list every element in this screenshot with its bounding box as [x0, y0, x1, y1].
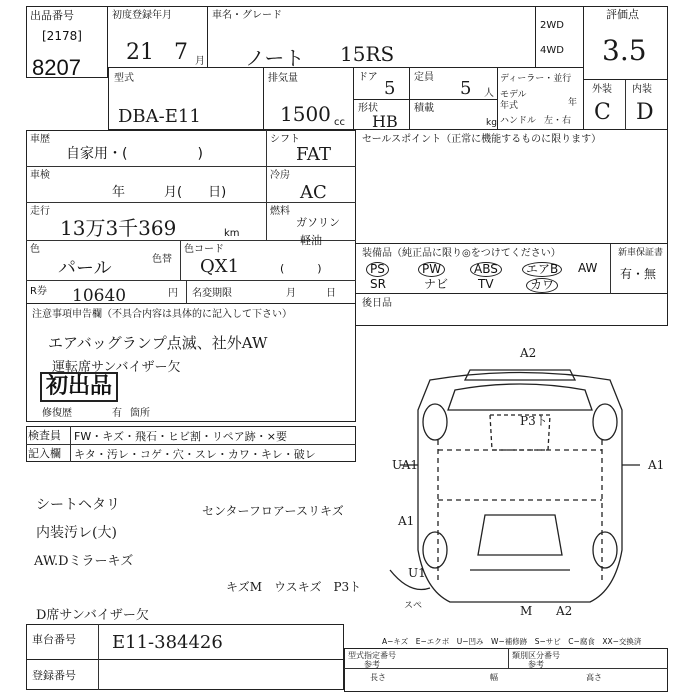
- interior-label: 内装: [632, 84, 652, 95]
- repair-label: 後日品: [362, 298, 392, 309]
- color-code-label: 色コード: [184, 244, 224, 255]
- score-value: 3.5: [602, 34, 647, 67]
- width-label: 幅: [490, 673, 498, 682]
- equip-aw: AW: [578, 261, 598, 275]
- capacity-label: 定員: [414, 72, 434, 83]
- notes-line1: エアバッグランプ点滅、社外AW: [48, 334, 268, 352]
- exterior-label: 外装: [592, 84, 612, 95]
- shape-label: 形状: [358, 103, 378, 114]
- recycle-unit: 円: [168, 288, 178, 299]
- remark-line3: AW.Dミラーキズ: [34, 554, 134, 569]
- remark-line1: シートヘタリ: [36, 497, 120, 513]
- mark-left-rear: U1: [408, 566, 426, 580]
- mark-right-front: A1: [648, 458, 665, 472]
- dealer-label: ディーラー・並行: [500, 74, 572, 84]
- name-change-value: 月 日: [286, 288, 336, 299]
- mark-rear-bumper: A2: [556, 604, 573, 618]
- height-label: 高さ: [586, 673, 602, 682]
- remark-line6: D席サンバイザー欠: [36, 608, 149, 623]
- places-label: 箇所: [130, 408, 150, 419]
- color-change-label: 色替: [152, 254, 172, 265]
- mileage-value: 13万3千369: [60, 216, 177, 240]
- mark-hood: P3ト: [520, 414, 548, 428]
- chassis-value: E11-384426: [112, 632, 223, 653]
- check-row1: FW・キズ・飛石・ヒビ割・リペア跡・×要: [74, 430, 287, 443]
- sales-title: セールスポイント（正常に機能するものに限ります）: [362, 134, 602, 145]
- name-label: 車名・グレード: [212, 10, 282, 21]
- remark-line2: 内装汚レ(大): [36, 525, 117, 541]
- exterior-grade: C: [594, 100, 611, 125]
- mileage-unit: km: [224, 228, 240, 239]
- category-label: 類別区分番号: [512, 651, 560, 660]
- load-label: 積載: [414, 103, 434, 114]
- model-number-label: 型式指定番号: [348, 651, 396, 660]
- warranty-value: 有・無: [620, 267, 657, 281]
- recycle-value: 10640: [72, 286, 127, 306]
- model-year-label: モデル年式: [500, 90, 527, 111]
- mark-rear-sub: スペ: [404, 601, 423, 611]
- shape-value: HB: [372, 112, 398, 131]
- warranty-label: 新車保証書: [618, 248, 664, 258]
- repair-history-label: 修復歴: [42, 408, 72, 419]
- car-diagram: [360, 340, 680, 640]
- fuel-label: 燃料: [270, 206, 290, 217]
- color-value: パール: [58, 258, 112, 279]
- history-value: 自家用・( ): [66, 146, 203, 162]
- equip-pw: PW: [418, 262, 445, 277]
- equip-navi: ナビ: [424, 277, 449, 291]
- mileage-label: 走行: [30, 206, 50, 217]
- month-unit: 月: [195, 56, 205, 67]
- color-label: 色: [30, 244, 40, 255]
- handle-value: 左・右: [544, 116, 572, 126]
- drive-2wd: 2WD: [540, 20, 564, 31]
- chassis-label: 車台番号: [32, 633, 76, 646]
- equip-tv: TV: [478, 277, 494, 291]
- first-reg-label: 初度登録年月: [112, 10, 172, 21]
- fuel-diesel: 軽油: [300, 234, 322, 247]
- diagram-legend: A−キズ E−エクボ U−凹み W−補修跡 S−サビ C−腐食 XX−交換済: [382, 637, 642, 646]
- recycle-label: R券: [30, 286, 47, 297]
- ac-label: 冷房: [270, 170, 290, 181]
- fuel-paren: ( ): [280, 262, 322, 275]
- shift-value: FAT: [296, 144, 331, 165]
- displacement-unit: cc: [334, 117, 345, 128]
- reg-label: 登録番号: [32, 669, 76, 682]
- displacement-value: 1500: [280, 102, 331, 126]
- lot-number: 8207: [32, 55, 81, 80]
- grade: 15RS: [340, 42, 395, 66]
- displacement-label: 排気量: [268, 73, 298, 84]
- remark-line4: センターフロアースリキズ: [202, 504, 344, 518]
- remark-line5: キズM ウスキズ P3ト: [226, 580, 362, 594]
- history-label: 車歴: [30, 134, 50, 145]
- first-sale-stamp: 初出品: [40, 372, 118, 402]
- equip-ps: PS: [366, 262, 389, 277]
- mark-front: A2: [520, 346, 537, 360]
- notes-line2: 運転席サンバイザー欠: [52, 360, 181, 375]
- inspection-value: 年 月( 日): [112, 185, 227, 200]
- length-label: 長さ: [370, 673, 386, 682]
- check-row2: キタ・汚レ・コゲ・穴・スレ・カワ・キレ・破レ: [74, 448, 316, 461]
- inspection-label: 車検: [30, 170, 50, 181]
- shift-label: シフト: [270, 134, 300, 145]
- doors-label: ドア: [358, 72, 378, 83]
- doors-value: 5: [384, 78, 396, 99]
- interior-grade: D: [636, 100, 654, 125]
- equipment-title: 装備品（純正品に限り◎をつけてください）: [362, 248, 561, 259]
- drive-4wd: 4WD: [540, 45, 564, 56]
- drive-box: [536, 6, 584, 68]
- inspector-label: 検査員: [28, 429, 61, 442]
- mark-left-front: UA1: [392, 458, 419, 472]
- capacity-value: 5: [460, 78, 472, 99]
- model-value: DBA-E11: [118, 106, 201, 127]
- score-label: 評価点: [606, 8, 639, 21]
- notes-title: 注意事項申告欄（不具合内容は具体的に記入して下さい）: [32, 309, 292, 320]
- lot-label: 出品番号: [30, 9, 74, 22]
- equip-abs: ABS: [470, 262, 502, 277]
- load-unit: kg: [486, 118, 497, 128]
- equip-leather: カワ: [526, 278, 558, 293]
- capacity-unit: 人: [484, 88, 494, 99]
- mark-left-rear-door: A1: [398, 514, 415, 528]
- model-label: 型式: [114, 73, 134, 84]
- ac-value: AC: [300, 182, 327, 203]
- equip-sr: SR: [370, 277, 386, 291]
- repair-history-value: 有: [112, 408, 122, 419]
- handle-label: ハンドル: [500, 116, 537, 126]
- car-name: ノート: [245, 46, 305, 70]
- mark-rear-m: M: [520, 604, 533, 618]
- equip-airbag: エアB: [522, 262, 562, 277]
- fuel-gas: ガソリン: [296, 216, 340, 229]
- year-value: 21: [126, 40, 154, 65]
- repair-box: [356, 294, 668, 326]
- color-code-value: QX1: [200, 256, 240, 277]
- category-ref: 参考: [528, 660, 544, 669]
- lot-sub: [2178]: [42, 29, 82, 43]
- model-number-ref: 参考: [364, 660, 380, 669]
- month-value: 7: [174, 40, 188, 65]
- year-unit: 年: [568, 98, 578, 108]
- sales-box: [356, 130, 668, 244]
- name-change-label: 名変期限: [192, 288, 232, 299]
- entry-label: 記入欄: [28, 447, 61, 460]
